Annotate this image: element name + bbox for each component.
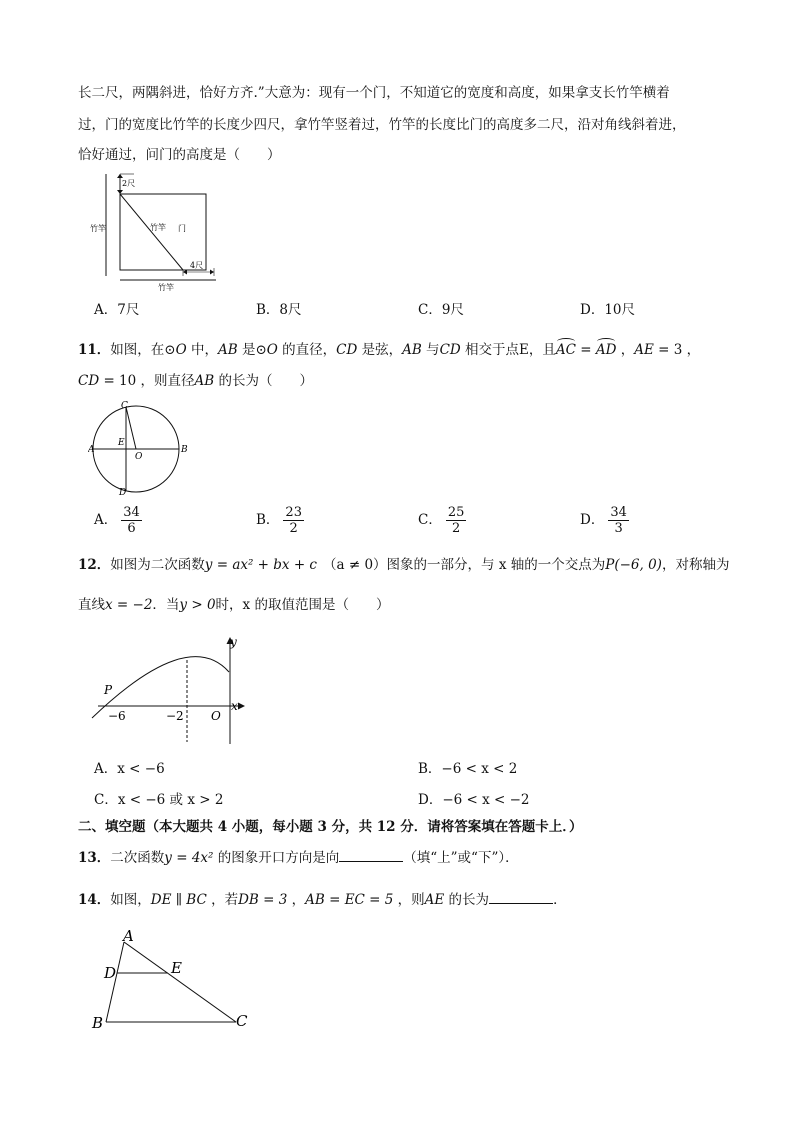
q11-text: 是⊙ bbox=[237, 342, 267, 358]
q11-text: = 10 ，则直径 bbox=[99, 373, 195, 389]
q10-label-door: 门 bbox=[178, 224, 186, 233]
q12-text: 直线 bbox=[78, 597, 105, 613]
option-letter: A． bbox=[94, 512, 118, 528]
q14-stem bbox=[78, 890, 567, 909]
q13-function: y = 4x² bbox=[164, 850, 214, 866]
q10-text-line1: 长二尺，两隅斜进，恰好方齐.”大意为：现有一个门，不知道它的宽度和高度，如果拿支长竹竿横着 bbox=[78, 85, 670, 101]
q11-text: ， bbox=[616, 342, 635, 358]
fraction bbox=[121, 505, 142, 536]
q12-function: y = ax² + bx + c bbox=[204, 557, 317, 573]
fraction bbox=[608, 505, 629, 536]
q14-answer-blank[interactable] bbox=[489, 890, 553, 904]
q12-stem-line2 bbox=[78, 596, 389, 614]
q12-ycond: y > 0 bbox=[179, 597, 216, 613]
q10-label-pole-diag: 竹竿 bbox=[150, 223, 166, 232]
q10-text-line3: 恰好通过，问门的高度是（ ） bbox=[78, 147, 281, 163]
q14-triangle-figure bbox=[90, 926, 260, 1034]
numerator: 34 bbox=[610, 505, 627, 520]
q14-text: ，若 bbox=[206, 892, 239, 908]
q10-option-c: C．9尺 bbox=[418, 302, 464, 318]
q13-text: 二次函数 bbox=[110, 850, 165, 866]
denominator: 2 bbox=[451, 521, 461, 536]
q11-label-e: E bbox=[118, 438, 125, 448]
q12-text: ．当 bbox=[152, 597, 180, 613]
q12-label-neg6: −6 bbox=[108, 709, 126, 723]
q12-label-neg2: −2 bbox=[166, 709, 184, 723]
q11-var: AB bbox=[194, 373, 215, 389]
q10-option-a: A．7尺 bbox=[94, 302, 140, 318]
q12-point-p: P(−6, 0) bbox=[605, 557, 662, 573]
option-letter: D． bbox=[580, 512, 605, 528]
q12-text: ，对称轴为 bbox=[661, 557, 730, 573]
q12-option-b: B．−6 < x < 2 bbox=[418, 761, 518, 777]
q11-text: 的长为（ ） bbox=[214, 373, 313, 389]
q11-stem-line2 bbox=[78, 372, 313, 390]
q11-text: = bbox=[575, 342, 596, 358]
q12-option-a: A．x < −6 bbox=[94, 761, 165, 777]
q11-text: = 3 ， bbox=[653, 342, 701, 358]
q14-ab: AB = EC = 5 bbox=[305, 892, 394, 908]
section-2-heading: 二、填空题（本大题共 4 小题，每小题 3 分，共 12 分．请将答案填在答题卡上．） bbox=[78, 819, 583, 835]
q11-text: 中， bbox=[186, 342, 218, 358]
q11-var: O bbox=[175, 342, 187, 358]
q12-label-y: y bbox=[230, 635, 237, 649]
q14-db: DB = 3 bbox=[238, 892, 288, 908]
q14-parallel: DE ∥ BC bbox=[150, 892, 207, 908]
q13-stem bbox=[78, 848, 519, 867]
q14-label-e: E bbox=[171, 959, 182, 977]
q14-text: 的长为 bbox=[444, 892, 490, 908]
q14-label-c: C bbox=[236, 1012, 248, 1030]
q11-arc-ad: AD bbox=[596, 338, 617, 359]
q11-var: O bbox=[266, 342, 278, 358]
q11-text: 相交于点E，且 bbox=[460, 342, 556, 358]
q11-var: CD bbox=[439, 342, 461, 358]
q14-label-a: A bbox=[123, 927, 134, 945]
q14-number: 14． bbox=[78, 892, 111, 908]
q11-label-a: A bbox=[88, 445, 95, 455]
q11-option-c bbox=[418, 505, 466, 536]
q11-circle-figure bbox=[88, 398, 198, 498]
fraction bbox=[283, 505, 304, 536]
q12-text: 如图为二次函数 bbox=[110, 557, 205, 573]
q11-var: CD bbox=[336, 342, 358, 358]
q11-option-d bbox=[580, 505, 629, 536]
numerator: 34 bbox=[123, 505, 140, 520]
q12-label-x: x bbox=[231, 699, 238, 713]
q11-var: AB bbox=[217, 342, 238, 358]
option-letter: B． bbox=[256, 512, 280, 528]
q12-option-c: C．x < −6 或 x > 2 bbox=[94, 792, 224, 808]
numerator: 25 bbox=[447, 505, 465, 520]
q14-text: ，则 bbox=[393, 892, 425, 908]
q11-text: 是弦， bbox=[357, 342, 403, 358]
q14-ae: AE bbox=[424, 892, 445, 908]
q12-condition: （a ≠ 0） bbox=[323, 557, 387, 573]
q12-text: 图象的一部分，与 x 轴的一个交点为 bbox=[386, 557, 606, 573]
q11-var: CD bbox=[78, 373, 100, 389]
q12-axis: x = −2 bbox=[105, 597, 153, 613]
q12-number: 12． bbox=[78, 557, 111, 573]
q11-label-c: C bbox=[121, 401, 128, 411]
q13-text: 的图象开口方向是向 bbox=[213, 850, 340, 866]
q10-option-d: D．10尺 bbox=[580, 302, 636, 318]
q10-door-figure bbox=[88, 172, 228, 292]
q11-option-b bbox=[256, 505, 304, 536]
q11-text: 与 bbox=[421, 342, 440, 358]
denominator: 2 bbox=[289, 521, 298, 536]
q11-stem-line1 bbox=[78, 338, 700, 359]
denominator: 3 bbox=[614, 521, 623, 536]
q11-var: AB bbox=[402, 342, 422, 358]
q10-label-pole-left: 竹竿 bbox=[90, 224, 106, 233]
q11-number: 11． bbox=[78, 342, 111, 358]
q11-text: 的直径， bbox=[277, 342, 337, 358]
q14-text: ． bbox=[553, 892, 567, 908]
q10-label-4chi: 4尺 bbox=[190, 261, 204, 270]
q11-arc-ac: AC bbox=[556, 338, 576, 359]
q14-text: 如图， bbox=[110, 892, 151, 908]
option-letter: C． bbox=[418, 512, 442, 528]
q11-label-b: B bbox=[181, 445, 188, 455]
q10-label-2chi: 2尺 bbox=[122, 179, 136, 188]
q14-text: ， bbox=[287, 892, 306, 908]
q11-var: AE bbox=[634, 342, 654, 358]
q14-label-b: B bbox=[92, 1014, 104, 1032]
q12-label-p: P bbox=[104, 683, 113, 697]
q12-label-origin: O bbox=[211, 709, 221, 723]
q10-text-line2: 过，门的宽度比竹竿的长度少四尺，拿竹竿竖着过，竹竿的长度比门的高度多二尺，沿对角线斜着进， bbox=[78, 117, 686, 133]
q12-text: 时，x 的取值范围是（ ） bbox=[215, 597, 390, 613]
denominator: 6 bbox=[127, 521, 136, 536]
q10-option-b: B．8尺 bbox=[256, 302, 302, 318]
q10-label-pole-bottom: 竹竿 bbox=[158, 283, 174, 292]
q11-option-a bbox=[94, 505, 142, 536]
q11-text: 如图，在⊙ bbox=[110, 342, 176, 358]
fraction bbox=[446, 505, 467, 536]
q13-text: （填“上”或“下”）． bbox=[403, 850, 519, 866]
q13-number: 13． bbox=[78, 850, 111, 866]
numerator: 23 bbox=[285, 505, 302, 520]
q12-option-d: D．−6 < x < −2 bbox=[418, 792, 530, 808]
q14-label-d: D bbox=[104, 964, 117, 982]
q11-label-o: O bbox=[135, 452, 143, 462]
q11-label-d: D bbox=[119, 488, 127, 498]
q12-parabola-figure bbox=[88, 630, 258, 748]
q13-answer-blank[interactable] bbox=[339, 848, 403, 862]
q12-stem-line1 bbox=[78, 556, 729, 574]
